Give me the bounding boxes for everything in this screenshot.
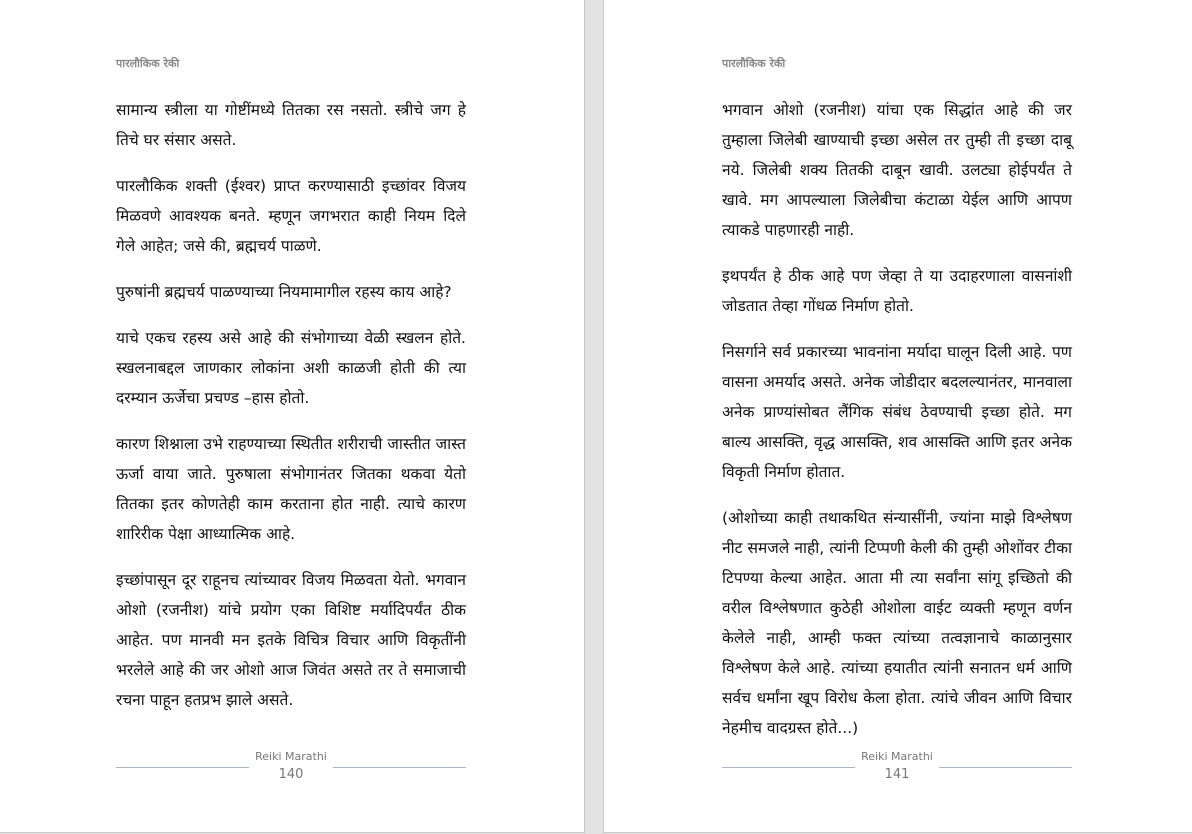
page-number: 140 [278,767,304,782]
page-right [603,0,1192,833]
paragraph: इच्छांपासून दूर राहूनच त्यांच्यावर विजय मिळवता येतो. भगवान ओशो (रजनीश) यांचे प्रयोग एका विशिष्ट मर्यादिपर्यंत ठीक आहेत. पण मानवी मन इतके विचित्र विचार आणि विकृतींनी भरलेले आहे की जर ओशो आज जिवंत असते तर ते समाजाची रचना पाहून हतप्रभ झाले असते. [116,571,466,709]
paragraph: भगवान ओशो (रजनीश) यांचा एक सिद्धांत आहे की जर तुम्हाला जिलेबी खाण्याची इच्छा असेल तर तुम्ही ती इच्छा दाबू नये. जिलेबी शक्य तितकी दाबून खावी. उलट्या होईपर्यंत ते खावे. मग आपल्याला जिलेबीचा कंटाळा येईल आणि आपण त्याकडे पाहणारही नाही. [722,101,1072,239]
running-header: पारलौकिक रेकी [722,57,786,70]
page-body [722,95,1072,759]
paragraph: कारण शिश्नाला उभे राहण्याच्या स्थितीत शरीराची जास्तीत जास्त ऊर्जा वाया जाते. पुरुषाला संभोगानंतर जितका थकवा येतो तितका इतर कोणतेही काम करताना होत नाही. त्याचे कारण शारिरीक पेक्षा आध्यात्मिक आहे. [116,435,466,543]
page-left [0,0,585,833]
footer-title: Reiki Marathi [255,750,327,763]
page-footer [116,748,466,788]
page-number: 141 [884,767,910,782]
running-header: पारलौकिक रेकी [116,57,180,70]
paragraph: सामान्य स्त्रीला या गोष्टींमध्ये तितका रस नसतो. स्त्रीचे जग हे तिचे घर संसार असते. [116,101,466,149]
page-footer [722,748,1072,788]
paragraph: इथपर्यंत हे ठीक आहे पण जेव्हा ते या उदाहरणाला वासनांशी जोडतात तेव्हा गोंधळ निर्माण होतो. [722,267,1072,315]
paragraph: पारलौकिक शक्ती (ईश्वर) प्राप्त करण्यासाठी इच्छांवर विजय मिळवणे आवश्यक बनते. म्हणून जगभरात काही नियम दिले गेले आहेत; जसे की, ब्रह्मचर्य पाळणे. [116,177,466,255]
paragraph: निसर्गाने सर्व प्रकारच्या भावनांना मर्यादा घालून दिली आहे. पण वासना अमर्याद असते. अनेक जोडीदार बदलल्यानंतर, मानवाला अनेक प्राण्यांसोबत लैंगिक संबंध ठेवण्याची इच्छा होते. मग बाल्य आसक्ति, वृद्ध आसक्ति, शव आसक्ति आणि इतर अनेक विकृती निर्माण होतात. [722,343,1072,481]
page-body [116,95,466,731]
paragraph: पुरुषांनी ब्रह्मचर्य पाळण्याच्या नियमामागील रहस्य काय आहे? [116,283,452,301]
paragraph: (ओशोच्या काही तथाकथित संन्यासींनी, ज्यांना माझे विश्लेषण नीट समजले नाही, त्यांनी टिप्पणी केली की तुम्ही ओशोंवर टीका टिपण्या केल्या आहेत. आता मी त्या सर्वांना सांगू इच्छितो की वरील विश्लेषणात कुठेही ओशोला वाईट व्यक्ती म्हणून वर्णन केलेले नाही, आम्ही फक्त त्यांच्या तत्वज्ञानाचे काळानुसार विश्लेषण केले आहे. त्यांच्या हयातीत त्यांनी सनातन धर्म आणि सर्वच धर्मांना खूप विरोध केला होता. त्यांचे जीवन आणि विचार नेहमीच वादग्रस्त होते...) [722,509,1072,737]
paragraph: याचे एकच रहस्य असे आहे की संभोगाच्या वेळी स्खलन होते. स्खलनाबद्दल जाणकार लोकांना अशी काळजी होती की त्या दरम्यान ऊर्जेचा प्रचण्ड –हास होतो. [116,329,466,407]
footer-title: Reiki Marathi [861,750,933,763]
